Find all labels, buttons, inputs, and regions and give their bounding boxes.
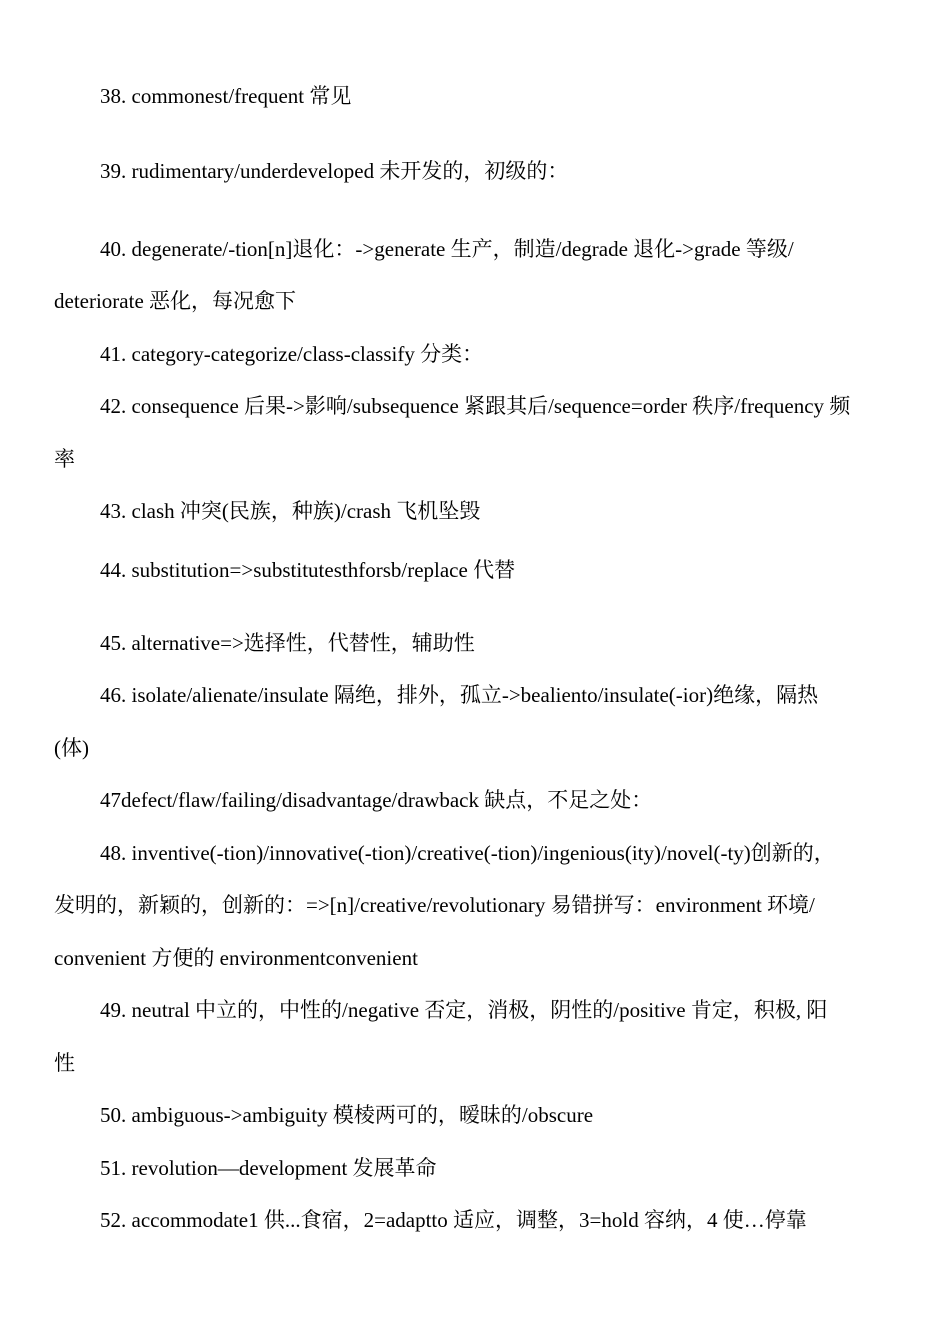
entry-50: 50. ambiguous->ambiguity 模棱两可的，暧昧的/obscure [100, 1103, 594, 1127]
entry-46-line-2: (体) [54, 736, 89, 760]
entry-42-line-2: 率 [54, 447, 75, 471]
entry-47: 47defect/flaw/failing/disadvantage/drawback 缺点，不足之处： [100, 788, 653, 812]
entry-51: 51. revolution—development 发展革命 [100, 1156, 437, 1180]
entry-49-line-2: 性 [54, 1051, 75, 1075]
entry-44: 44. substitution=>substitutesthforsb/replace 代替 [100, 558, 516, 582]
entry-46-line-1: 46. isolate/alienate/insulate 隔绝，排外，孤立->bealiento/insulate(-ior)绝缘，隔热 [100, 683, 819, 707]
entry-40-line-1: 40. degenerate/-tion[n]退化：->generate 生产，制造/degrade 退化->grade 等级/ [100, 237, 794, 261]
entry-49-line-1: 49. neutral 中立的，中性的/negative 否定，消极，阴性的/positive 肯定，积极, 阳 [100, 998, 828, 1022]
entry-38: 38. commonest/frequent 常见 [100, 84, 352, 108]
entry-43: 43. clash 冲突(民族，种族)/crash 飞机坠毁 [100, 499, 481, 523]
entry-48-line-1: 48. inventive(-tion)/innovative(-tion)/creative(-tion)/ingenious(ity)/novel(-ty)创新的， [100, 841, 835, 865]
entry-39: 39. rudimentary/underdeveloped 未开发的，初级的： [100, 159, 569, 183]
entry-52: 52. accommodate1 供...食宿，2=adaptto 适应，调整，3=hold 容纳，4 使…停靠 [100, 1208, 807, 1232]
entry-41: 41. category-categorize/class-classify 分类： [100, 342, 484, 366]
entry-40-line-2: deteriorate 恶化，每况愈下 [54, 289, 297, 313]
entry-48-line-2: 发明的，新颖的，创新的：=>[n]/creative/revolutionary 易错拼写：environment 环境/ [54, 893, 815, 917]
entry-45: 45. alternative=>选择性，代替性，辅助性 [100, 631, 475, 655]
entry-42-line-1: 42. consequence 后果->影响/subsequence 紧跟其后/sequence=order 秩序/frequency 频 [100, 394, 851, 418]
entry-48-line-3: convenient 方便的 environmentconvenient [54, 946, 418, 970]
